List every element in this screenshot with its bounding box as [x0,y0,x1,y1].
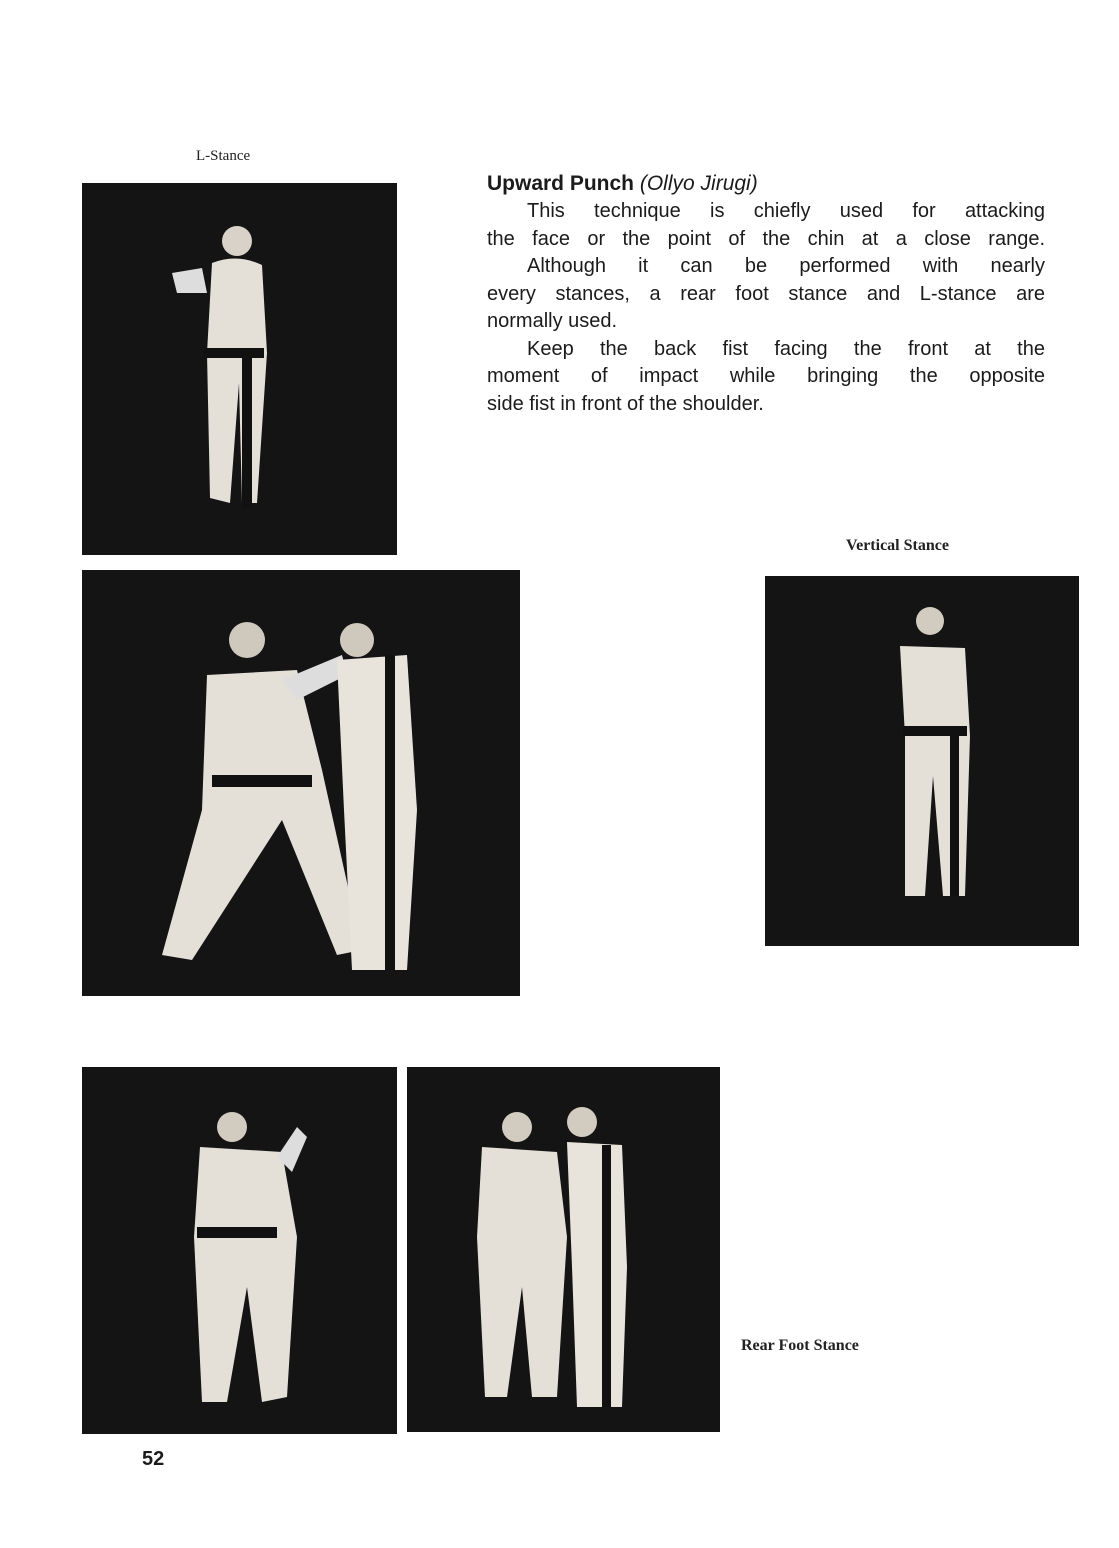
body-line: normally used. [487,310,618,332]
caption-vertical-stance: Vertical Stance [846,537,949,554]
body-line: every stances, a rear foot stance and L-stance are [487,282,1045,305]
article [487,170,1045,418]
body-line: This technique is chiefly used for attacking [527,200,1045,222]
page-number: 52 [142,1448,165,1470]
body-line: Keep the back fist facing the front at the [527,337,1045,360]
photo-vertical-stance [765,576,1079,946]
figure-illustration [407,1067,720,1432]
photo-rear-foot-stance-2 [407,1067,720,1432]
body-line: Although it can be performed with nearly [527,255,1045,277]
photo-two-person-l-stance [82,570,520,996]
photo-rear-foot-stance-1 [82,1067,397,1434]
figure-illustration [765,576,1079,946]
body-line: the face or the point of the chin at a close range. [487,227,1045,250]
body-line: side fist in front of the shoulder. [487,392,764,415]
photo-l-stance [82,183,397,555]
title-text: Upward Punch [487,172,635,195]
caption-rear-foot-stance: Rear Foot Stance [741,1337,859,1354]
figure-illustration [82,1067,397,1434]
title-korean: (Ollyo Jirugi) [639,172,758,195]
body-line: moment of impact while bringing the opposite [487,365,1045,387]
figure-illustration [82,570,520,996]
figure-illustration [82,183,397,555]
article-title [487,170,1045,198]
caption-l-stance: L-Stance [196,148,251,164]
